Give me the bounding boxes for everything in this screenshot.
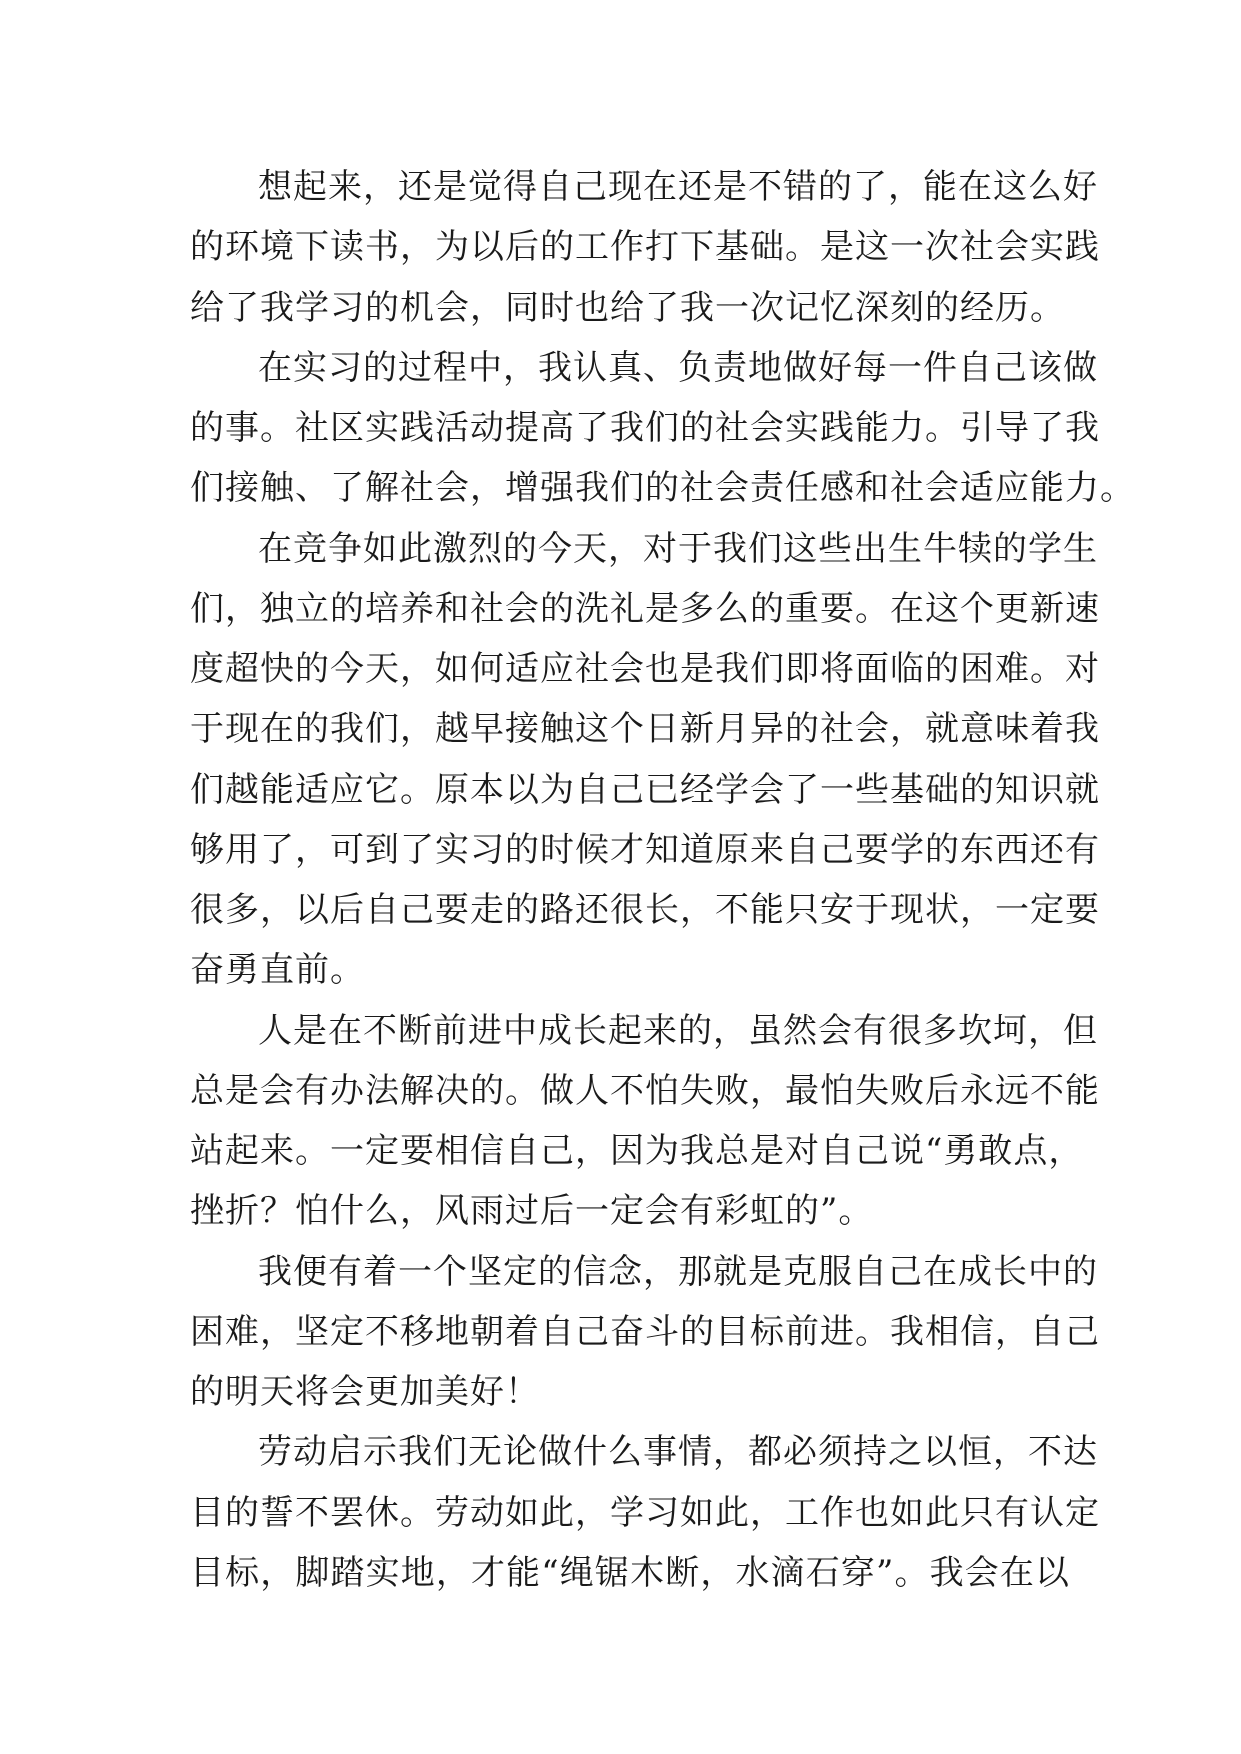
text-line: 度超快的今天，如何适应社会也是我们即将面临的困难。对 [190, 649, 1100, 689]
text-line: 目的誓不罢休。劳动如此，学习如此，工作也如此只有认定 [190, 1492, 1100, 1533]
text-line: 我便有着一个坚定的信念，那就是克服自己在成长中的 [258, 1251, 1098, 1292]
text-line: 目标，脚踏实地，才能“绳锯木断，水滴石穿”。我会在以 [190, 1552, 1070, 1593]
text-line: 的明天将会更加美好！ [190, 1372, 540, 1412]
text-line: 在竞争如此激烈的今天，对于我们这些出生牛犊的学生 [258, 528, 1098, 569]
text-line: 够用了，可到了实习的时候才知道原来自己要学的东西还有 [190, 829, 1100, 870]
text-line: 很多，以后自己要走的路还很长，不能只安于现状，一定要 [190, 890, 1100, 930]
text-line: 们接触、了解社会，增强我们的社会责任感和社会适应能力。 [190, 468, 1135, 509]
text-line: 们，独立的培养和社会的洗礼是多么的重要。在这个更新速 [190, 588, 1100, 629]
text-line: 站起来。一定要相信自己，因为我总是对自己说“勇敢点， [190, 1131, 1084, 1171]
document-body [190, 157, 1135, 1603]
text-line: 的事。社区实践活动提高了我们的社会实践能力。引导了我 [190, 408, 1100, 448]
text-line: 在实习的过程中，我认真、负责地做好每一件自己该做 [258, 347, 1098, 388]
text-line: 想起来，还是觉得自己现在还是不错的了，能在这么好 [258, 167, 1098, 207]
text-line: 于现在的我们，越早接触这个日新月异的社会，就意味着我 [190, 709, 1100, 750]
text-line: 总是会有办法解决的。做人不怕失败，最怕失败后永远不能 [190, 1070, 1100, 1111]
text-line: 们越能适应它。原本以为自己已经学会了一些基础的知识就 [190, 769, 1100, 810]
text-line: 挫折？怕什么，风雨过后一定会有彩虹的”。 [190, 1191, 874, 1232]
text-line: 给了我学习的机会，同时也给了我一次记忆深刻的经历。 [190, 287, 1065, 328]
text-line: 奋勇直前。 [190, 950, 365, 991]
text-line: 的环境下读书，为以后的工作打下基础。是这一次社会实践 [190, 227, 1100, 268]
text-line: 困难，坚定不移地朝着自己奋斗的目标前进。我相信，自己 [190, 1311, 1100, 1352]
text-line: 劳动启示我们无论做什么事情，都必须持之以恒，不达 [258, 1432, 1098, 1473]
text-line: 人是在不断前进中成长起来的，虽然会有很多坎坷，但 [258, 1010, 1098, 1051]
